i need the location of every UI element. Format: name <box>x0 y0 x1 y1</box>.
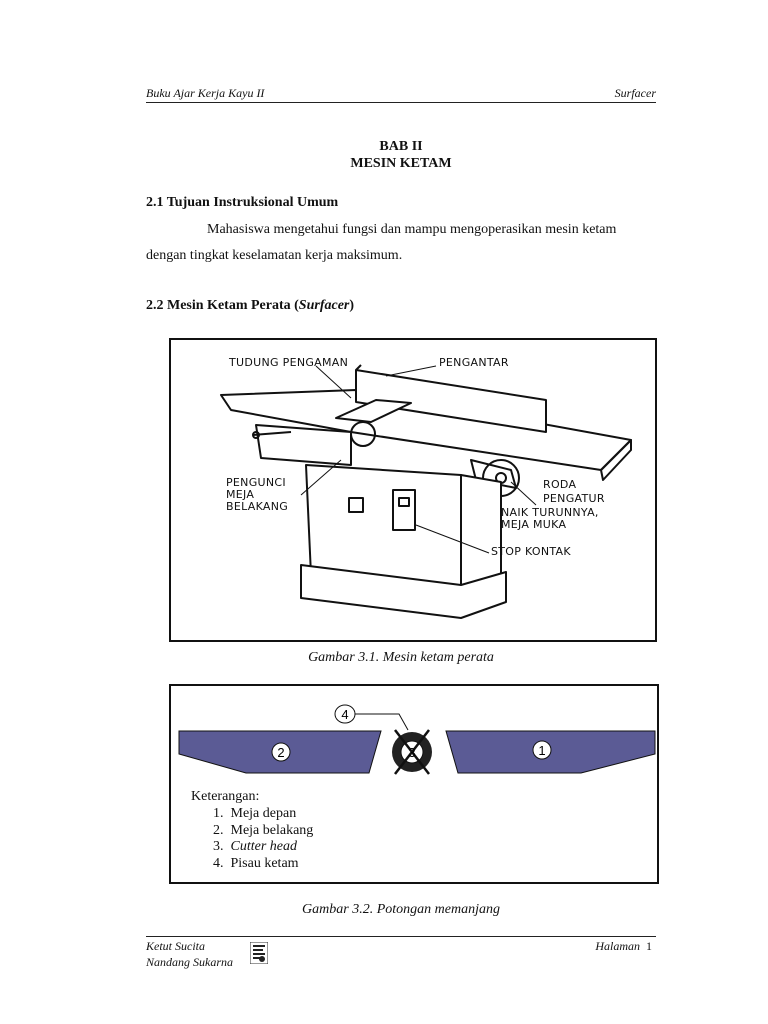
knife-leader <box>354 714 408 730</box>
marker-3: 3 <box>408 745 416 760</box>
label-roda-4: MEJA MUKA <box>501 518 567 531</box>
legend-item: 3. Cutter head <box>213 839 297 854</box>
marker-2: 2 <box>277 745 285 760</box>
footer-author-1: Ketut Sucita <box>146 939 205 953</box>
label-stop-kontak: STOP KONTAK <box>491 545 571 558</box>
footer-author-2: Nandang Sukarna <box>146 955 233 969</box>
heading-prefix: 2.2 Mesin Ketam Perata ( <box>146 298 299 313</box>
footer-page <box>595 939 652 954</box>
left-housing <box>256 425 351 465</box>
label-pengantar: PENGANTAR <box>439 356 509 369</box>
figure-surfacer-machine <box>169 338 657 642</box>
surfacer-illustration <box>171 340 655 640</box>
stand-side <box>461 475 501 590</box>
label-roda-3: NAIK TURUNNYA, <box>501 506 599 519</box>
chapter-title: MESIN KETAM <box>350 156 452 171</box>
page-number: 1 <box>646 939 652 953</box>
section-heading-2-1: 2.1 Tujuan Instruksional Umum <box>146 195 339 210</box>
label-roda-2: PENGATUR <box>543 492 605 505</box>
footer-rule <box>146 936 656 937</box>
chapter-number: BAB II <box>379 139 423 154</box>
label-pengunci-3: BELAKANG <box>226 500 289 513</box>
legend-item: 4. Pisau ketam <box>213 855 299 871</box>
label-tudung-pengaman: TUDUNG PENGAMAN <box>229 356 349 369</box>
legend-list <box>213 806 313 872</box>
label-roda-1: RODA <box>543 478 577 491</box>
section-heading-2-2 <box>146 298 354 314</box>
label-pengunci-2: MEJA <box>226 488 255 501</box>
legend-title: Keterangan: <box>191 789 260 804</box>
marker-1: 1 <box>538 743 546 758</box>
legend-item: 1. Meja depan <box>213 806 297 821</box>
figure-3-2-caption: Gambar 3.2. Potongan memanjang <box>302 902 500 917</box>
heading-italic: Surfacer <box>298 298 350 313</box>
marker-4: 4 <box>341 707 349 722</box>
figure-3-1-caption: Gambar 3.1. Mesin ketam perata <box>308 650 494 665</box>
page-label: Halaman <box>595 939 640 953</box>
paragraph-line-1: Mahasiswa mengetahui fungsi dan mampu mengoperasikan mesin ketam <box>207 222 617 237</box>
header-chapter-title: Surfacer <box>614 86 656 100</box>
paragraph-line-2: dengan tingkat keselamatan kerja maksimum. <box>146 248 403 263</box>
institution-logo <box>250 942 268 964</box>
figure-cross-section <box>169 684 659 884</box>
label-pengunci-1: PENGUNCI <box>226 476 286 489</box>
heading-suffix: ) <box>349 298 355 313</box>
header-rule <box>146 102 656 103</box>
legend-item: 2. Meja belakang <box>213 822 314 838</box>
header-book-title: Buku Ajar Kerja Kayu II <box>146 86 265 100</box>
